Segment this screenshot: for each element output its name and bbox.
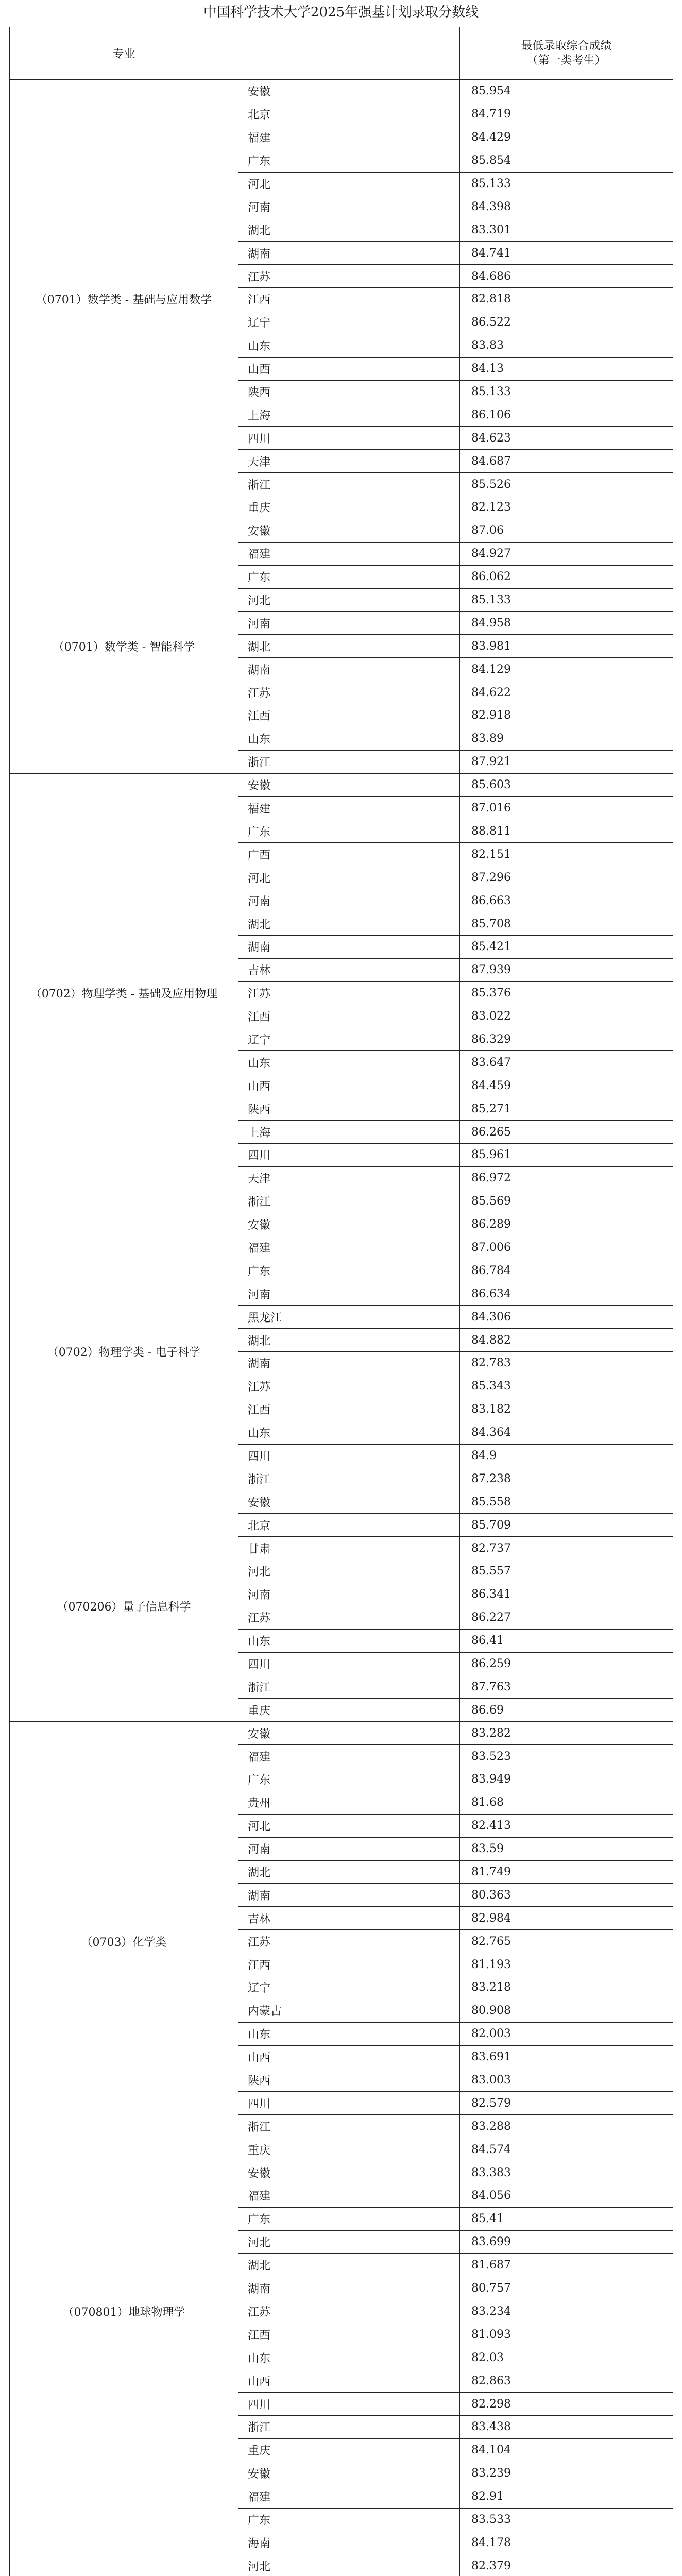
major-cell: （0703）化学类 [10, 1722, 238, 2161]
score-cell: 84.574 [460, 2138, 673, 2161]
score-cell: 84.429 [460, 126, 673, 149]
province-cell: 浙江 [238, 1467, 460, 1490]
province-cell: 湖南 [238, 1351, 460, 1375]
score-cell: 85.708 [460, 912, 673, 936]
score-cell: 86.259 [460, 1652, 673, 1675]
score-cell: 82.123 [460, 496, 673, 519]
province-cell: 湖南 [238, 1884, 460, 1907]
score-cell: 88.811 [460, 820, 673, 843]
header-province [238, 27, 460, 80]
admission-score-table [9, 27, 673, 2576]
score-cell: 82.984 [460, 1907, 673, 1930]
score-cell: 84.882 [460, 1329, 673, 1352]
score-cell: 80.757 [460, 2277, 673, 2300]
score-cell: 87.006 [460, 1236, 673, 1259]
province-cell: 江西 [238, 2323, 460, 2346]
province-cell: 重庆 [238, 496, 460, 519]
page-title: 中国科学技术大学2025年强基计划录取分数线 [203, 5, 479, 20]
province-cell: 山东 [238, 334, 460, 357]
score-cell: 83.691 [460, 2045, 673, 2069]
score-cell: 82.379 [460, 2554, 673, 2576]
province-cell: 河南 [238, 195, 460, 218]
score-cell: 85.376 [460, 981, 673, 1005]
score-cell: 82.579 [460, 2092, 673, 2115]
header-score-line2: （第一类考生） [526, 54, 606, 67]
province-cell: 山西 [238, 1074, 460, 1097]
score-cell: 86.784 [460, 1259, 673, 1282]
score-cell: 83.981 [460, 635, 673, 658]
province-cell: 安徽 [238, 2462, 460, 2485]
province-cell: 陕西 [238, 1097, 460, 1121]
province-cell: 福建 [238, 796, 460, 820]
score-cell: 84.741 [460, 242, 673, 265]
province-cell: 湖南 [238, 658, 460, 681]
province-cell: 广东 [238, 149, 460, 172]
province-cell: 山西 [238, 2045, 460, 2069]
province-cell: 湖北 [238, 635, 460, 658]
province-cell: 山东 [238, 2346, 460, 2369]
table-row [10, 1213, 673, 1236]
score-cell: 84.178 [460, 2531, 673, 2554]
score-cell: 86.663 [460, 889, 673, 912]
province-cell: 天津 [238, 450, 460, 473]
table-row [10, 80, 673, 103]
score-cell: 86.227 [460, 1606, 673, 1629]
province-cell: 山东 [238, 1421, 460, 1444]
score-cell: 82.003 [460, 2022, 673, 2045]
province-cell: 安徽 [238, 519, 460, 542]
province-cell: 河南 [238, 889, 460, 912]
major-cell: （0701）数学类 - 智能科学 [10, 519, 238, 773]
score-cell: 87.939 [460, 958, 673, 981]
score-cell: 86.69 [460, 1699, 673, 1722]
province-cell: 陕西 [238, 2069, 460, 2092]
score-cell: 83.699 [460, 2230, 673, 2253]
province-cell: 山东 [238, 727, 460, 750]
province-cell: 福建 [238, 2485, 460, 2508]
province-cell: 湖北 [238, 2253, 460, 2277]
province-cell: 江苏 [238, 1375, 460, 1398]
province-cell: 河北 [238, 866, 460, 889]
score-cell: 85.133 [460, 380, 673, 403]
province-cell: 四川 [238, 2393, 460, 2416]
province-cell: 四川 [238, 1143, 460, 1166]
score-cell: 85.569 [460, 1190, 673, 1213]
score-cell: 81.687 [460, 2253, 673, 2277]
province-cell: 内蒙古 [238, 1999, 460, 2022]
table-body [10, 27, 673, 2576]
province-cell: 山西 [238, 357, 460, 380]
score-cell: 84.623 [460, 427, 673, 450]
province-cell: 福建 [238, 2184, 460, 2208]
score-cell: 84.104 [460, 2438, 673, 2462]
province-cell: 吉林 [238, 1907, 460, 1930]
score-cell: 84.687 [460, 450, 673, 473]
score-cell: 82.91 [460, 2485, 673, 2508]
score-cell: 85.557 [460, 1560, 673, 1583]
province-cell: 湖北 [238, 912, 460, 936]
score-cell: 83.022 [460, 1005, 673, 1028]
score-cell: 82.03 [460, 2346, 673, 2369]
province-cell: 四川 [238, 427, 460, 450]
major-cell: （070206）量子信息科学 [10, 1490, 238, 1722]
score-cell: 85.421 [460, 935, 673, 958]
province-cell: 河南 [238, 1282, 460, 1306]
province-cell: 重庆 [238, 2138, 460, 2161]
header-row [10, 27, 673, 80]
province-cell: 重庆 [238, 1699, 460, 1722]
score-cell: 84.056 [460, 2184, 673, 2208]
header-score-line1: 最低录取综合成绩 [521, 39, 612, 53]
province-cell: 广东 [238, 1259, 460, 1282]
province-cell: 甘肃 [238, 1537, 460, 1560]
score-cell: 83.301 [460, 218, 673, 242]
score-cell: 86.634 [460, 1282, 673, 1306]
score-cell: 85.133 [460, 588, 673, 612]
province-cell: 河北 [238, 1814, 460, 1837]
score-cell: 87.238 [460, 1467, 673, 1490]
score-cell: 83.182 [460, 1398, 673, 1421]
province-cell: 河南 [238, 1583, 460, 1606]
score-cell: 82.298 [460, 2393, 673, 2416]
province-cell: 河南 [238, 1837, 460, 1860]
score-cell: 81.193 [460, 1953, 673, 1976]
score-cell: 86.265 [460, 1121, 673, 1144]
score-cell: 86.522 [460, 311, 673, 334]
province-cell: 河北 [238, 172, 460, 195]
score-cell: 84.398 [460, 195, 673, 218]
score-cell: 86.972 [460, 1166, 673, 1190]
score-cell: 81.093 [460, 2323, 673, 2346]
province-cell: 山东 [238, 1051, 460, 1074]
score-cell: 82.737 [460, 1537, 673, 1560]
province-cell: 北京 [238, 1514, 460, 1537]
score-cell: 85.558 [460, 1490, 673, 1514]
province-cell: 广东 [238, 2508, 460, 2531]
header-score [460, 27, 673, 80]
province-cell: 山西 [238, 2369, 460, 2393]
score-cell: 83.533 [460, 2508, 673, 2531]
province-cell: 湖北 [238, 1329, 460, 1352]
province-cell: 浙江 [238, 473, 460, 496]
province-cell: 河北 [238, 588, 460, 612]
province-cell: 辽宁 [238, 1976, 460, 1999]
province-cell: 湖南 [238, 242, 460, 265]
table-row [10, 773, 673, 796]
score-cell: 83.647 [460, 1051, 673, 1074]
province-cell: 江苏 [238, 2300, 460, 2323]
score-cell: 86.289 [460, 1213, 673, 1236]
score-cell: 84.13 [460, 357, 673, 380]
province-cell: 湖北 [238, 1860, 460, 1884]
province-cell: 浙江 [238, 750, 460, 773]
score-cell: 84.719 [460, 103, 673, 126]
province-cell: 上海 [238, 1121, 460, 1144]
province-cell: 安徽 [238, 1213, 460, 1236]
province-cell: 黑龙江 [238, 1306, 460, 1329]
table-row [10, 1490, 673, 1514]
score-cell: 87.763 [460, 1675, 673, 1699]
score-cell: 82.818 [460, 288, 673, 311]
score-cell: 84.9 [460, 1444, 673, 1467]
score-cell: 84.622 [460, 681, 673, 704]
score-cell: 85.526 [460, 473, 673, 496]
table-row [10, 2462, 673, 2485]
province-cell: 浙江 [238, 2115, 460, 2138]
score-cell: 83.282 [460, 1722, 673, 1745]
province-cell: 浙江 [238, 1190, 460, 1213]
major-cell: （0701）数学类 - 基础与应用数学 [10, 80, 238, 519]
province-cell: 浙江 [238, 2415, 460, 2438]
score-cell: 85.271 [460, 1097, 673, 1121]
province-cell: 四川 [238, 1652, 460, 1675]
score-cell: 84.129 [460, 658, 673, 681]
score-cell: 85.41 [460, 2207, 673, 2230]
score-cell: 83.523 [460, 1745, 673, 1768]
score-cell: 85.709 [460, 1514, 673, 1537]
province-cell: 福建 [238, 126, 460, 149]
province-cell: 江苏 [238, 981, 460, 1005]
score-cell: 82.413 [460, 1814, 673, 1837]
province-cell: 广西 [238, 843, 460, 866]
score-cell: 83.239 [460, 2462, 673, 2485]
table-row [10, 2161, 673, 2184]
province-cell: 广东 [238, 1768, 460, 1791]
province-cell: 河南 [238, 612, 460, 635]
province-cell: 山东 [238, 2022, 460, 2045]
score-cell: 87.06 [460, 519, 673, 542]
score-cell: 86.329 [460, 1028, 673, 1051]
score-cell: 83.949 [460, 1768, 673, 1791]
province-cell: 辽宁 [238, 1028, 460, 1051]
province-cell: 山东 [238, 1629, 460, 1652]
province-cell: 江苏 [238, 265, 460, 288]
score-cell: 87.016 [460, 796, 673, 820]
score-cell: 86.062 [460, 565, 673, 588]
score-cell: 83.383 [460, 2161, 673, 2184]
score-cell: 81.749 [460, 1860, 673, 1884]
score-cell: 84.364 [460, 1421, 673, 1444]
province-cell: 贵州 [238, 1791, 460, 1814]
province-cell: 广东 [238, 565, 460, 588]
header-major: 专业 [10, 27, 238, 80]
province-cell: 福建 [238, 1745, 460, 1768]
score-cell: 82.918 [460, 704, 673, 727]
province-cell: 江苏 [238, 1930, 460, 1953]
score-cell: 83.83 [460, 334, 673, 357]
score-cell: 83.438 [460, 2415, 673, 2438]
score-cell: 85.343 [460, 1375, 673, 1398]
score-cell: 83.288 [460, 2115, 673, 2138]
score-cell: 84.306 [460, 1306, 673, 1329]
province-cell: 安徽 [238, 2161, 460, 2184]
score-cell: 82.783 [460, 1351, 673, 1375]
province-cell: 河北 [238, 2230, 460, 2253]
province-cell: 安徽 [238, 1490, 460, 1514]
province-cell: 四川 [238, 2092, 460, 2115]
score-cell: 83.59 [460, 1837, 673, 1860]
score-cell: 85.954 [460, 80, 673, 103]
score-cell: 86.41 [460, 1629, 673, 1652]
major-cell [10, 2462, 238, 2576]
province-cell: 江西 [238, 1398, 460, 1421]
score-cell: 83.218 [460, 1976, 673, 1999]
province-cell: 浙江 [238, 1675, 460, 1699]
score-cell: 85.854 [460, 149, 673, 172]
score-cell: 83.003 [460, 2069, 673, 2092]
province-cell: 安徽 [238, 1722, 460, 1745]
province-cell: 安徽 [238, 773, 460, 796]
province-cell: 湖南 [238, 2277, 460, 2300]
major-cell: （0702）物理学类 - 电子科学 [10, 1213, 238, 1490]
major-cell: （0702）物理学类 - 基础及应用物理 [10, 773, 238, 1213]
table-row [10, 519, 673, 542]
province-cell: 陕西 [238, 380, 460, 403]
province-cell: 重庆 [238, 2438, 460, 2462]
score-cell: 82.765 [460, 1930, 673, 1953]
province-cell: 江西 [238, 704, 460, 727]
province-cell: 北京 [238, 103, 460, 126]
province-cell: 福建 [238, 1236, 460, 1259]
score-cell: 81.68 [460, 1791, 673, 1814]
score-cell: 84.686 [460, 265, 673, 288]
major-cell: （070801）地球物理学 [10, 2161, 238, 2462]
province-cell: 天津 [238, 1166, 460, 1190]
province-cell: 海南 [238, 2531, 460, 2554]
score-cell: 80.363 [460, 1884, 673, 1907]
province-cell: 四川 [238, 1444, 460, 1467]
province-cell: 安徽 [238, 80, 460, 103]
score-cell: 85.961 [460, 1143, 673, 1166]
province-cell: 广东 [238, 2207, 460, 2230]
province-cell: 辽宁 [238, 311, 460, 334]
score-cell: 82.151 [460, 843, 673, 866]
score-cell: 84.459 [460, 1074, 673, 1097]
score-cell: 85.603 [460, 773, 673, 796]
province-cell: 江西 [238, 288, 460, 311]
province-cell: 江苏 [238, 681, 460, 704]
score-cell: 82.863 [460, 2369, 673, 2393]
score-cell: 87.921 [460, 750, 673, 773]
score-cell: 84.927 [460, 542, 673, 565]
province-cell: 江西 [238, 1953, 460, 1976]
score-cell: 86.341 [460, 1583, 673, 1606]
province-cell: 河北 [238, 1560, 460, 1583]
score-cell: 83.89 [460, 727, 673, 750]
score-cell: 86.106 [460, 403, 673, 427]
score-cell: 83.234 [460, 2300, 673, 2323]
score-cell: 80.908 [460, 1999, 673, 2022]
province-cell: 福建 [238, 542, 460, 565]
province-cell: 江苏 [238, 1606, 460, 1629]
province-cell: 吉林 [238, 958, 460, 981]
score-cell: 84.958 [460, 612, 673, 635]
province-cell: 广东 [238, 820, 460, 843]
province-cell: 湖北 [238, 218, 460, 242]
table-row [10, 1722, 673, 1745]
province-cell: 江西 [238, 1005, 460, 1028]
score-cell: 85.133 [460, 172, 673, 195]
province-cell: 河北 [238, 2554, 460, 2576]
province-cell: 上海 [238, 403, 460, 427]
province-cell: 湖南 [238, 935, 460, 958]
score-cell: 87.296 [460, 866, 673, 889]
